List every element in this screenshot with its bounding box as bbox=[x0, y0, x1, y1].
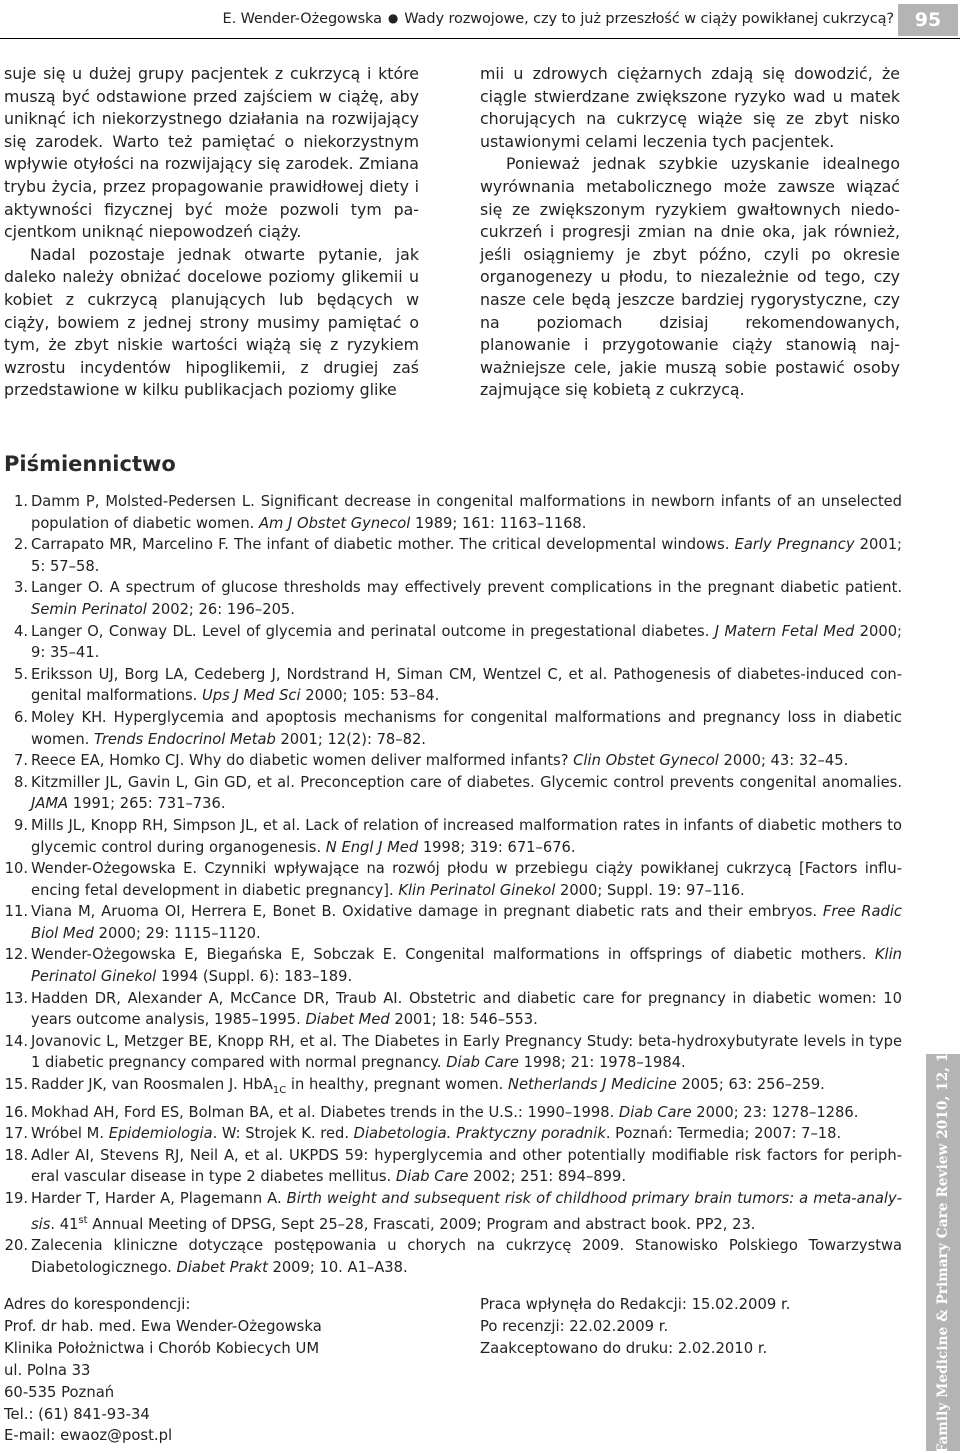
reference-text: 2005; 63: 256–259. bbox=[676, 1076, 825, 1094]
body-column-left bbox=[4, 63, 419, 402]
address-line: 60-535 Poznań bbox=[4, 1383, 115, 1401]
reference-item bbox=[4, 1031, 902, 1074]
reference-text: Radder JK, van Roosmalen J. HbA bbox=[31, 1076, 273, 1094]
reference-text: Reece EA, Homko CJ. Why do diabetic women deliver malformed infants? bbox=[31, 752, 574, 770]
reference-source: Klin Perinatol Ginekol bbox=[31, 946, 902, 986]
reference-text: Mokhad AH, Ford ES, Bolman BA, et al. Diabetes trends in the U.S.: 1990–1998. bbox=[31, 1103, 619, 1121]
reference-item bbox=[4, 901, 902, 944]
reference-text: 1994 (Suppl. 6): 183–189. bbox=[156, 968, 353, 986]
reference-source: Birth weight and subsequent risk of childhood primary brain tumors: a meta-analysis bbox=[31, 1189, 902, 1233]
reference-number: 13. bbox=[4, 989, 28, 1007]
reference-item bbox=[4, 1074, 902, 1102]
reference-text: 2000; 9: 35–41. bbox=[31, 622, 902, 662]
reference-number: 18. bbox=[4, 1146, 28, 1164]
reference-text: Langer O, Conway DL. Level of glycemia and perinatal outcome in pregestational diabetes. bbox=[31, 622, 715, 640]
reference-text: 2001; 12(2): 78–82. bbox=[275, 730, 426, 748]
reference-text: . 41 bbox=[50, 1215, 79, 1233]
reference-source: Ups J Med Sci bbox=[202, 687, 301, 705]
reference-text: in healthy, pregnant women. bbox=[286, 1076, 508, 1094]
reference-source: J Matern Fetal Med bbox=[714, 622, 855, 640]
page-number: 95 bbox=[898, 4, 958, 36]
reference-item bbox=[4, 1102, 902, 1124]
reference-text: 2002; 251: 894–899. bbox=[468, 1168, 626, 1186]
reference-text: Jovanovic L, Metzger BE, Knopp RH, et al. The Diabetes in Early Pregnancy Study: beta-hydroxybutyrate levels in type 1 diabetic pregnancy compared with normal pregnancy. bbox=[31, 1032, 902, 1072]
reference-source: Free Radic Biol Med bbox=[31, 903, 902, 942]
reference-item bbox=[4, 750, 902, 772]
reference-source: Diabet Prakt bbox=[176, 1258, 268, 1276]
body-paragraph: Ponieważ jednak szybkie uzyskanie idealnego wyrównania metabolicznego może zawsze wiązać się ze zwiększonym ryzykiem gwałtownych niedocukrzeń i progresji zmian na dnie oka, jak również, jeśli osiągniemy je zbyt późno, czyli po okresie organogenezy u płodu, to niezależnie od tego, czy nasze cele będą jeszcze bardziej rygorystyczne, czy na poziomach dzisiaj rekomendowanych, planowanie i przygotowanie ciąży stanowią najważniejsze cele, jakie muszą sobie postawić osoby zajmujące się kobietą z cukrzycą. bbox=[480, 154, 900, 400]
reference-number: 20. bbox=[4, 1237, 28, 1255]
reference-source: Am J Obstet Gynecol bbox=[259, 514, 411, 532]
reference-text: Wróbel M. bbox=[31, 1125, 109, 1143]
reference-item bbox=[4, 491, 902, 534]
reference-text: 2000; 105: 53–84. bbox=[300, 687, 440, 705]
reference-source: Clin Obstet Gynecol bbox=[573, 752, 719, 770]
reference-source: Trends Endocrinol Metab bbox=[94, 730, 276, 748]
bullet-icon: ● bbox=[387, 11, 399, 25]
reference-number: 9. bbox=[13, 816, 28, 834]
reference-item bbox=[4, 815, 902, 858]
reference-number: 14. bbox=[4, 1032, 28, 1050]
reference-number: 15. bbox=[4, 1076, 28, 1094]
reference-source: Diab Care bbox=[395, 1168, 469, 1186]
reference-item bbox=[4, 534, 902, 577]
body-paragraph: suje się u dużej grupy pacjentek z cukrzycą i które muszą być odstawione przed zajściem w ciążę, aby uniknąć ich niekorzystnego działania na rozwijający się zarodek. Warto też pamiętać o niekorzystnym wpływie otyłości na rozwijający się zarodek. Zmiana trybu życia, przez propagowanie prawidłowej diety i aktywności fizycznej być może pozwoli tym pacjentkom uniknąć niepowodzeń ciąży. bbox=[4, 64, 419, 242]
reference-number: 1. bbox=[13, 493, 28, 510]
reference-text: 2000; 23: 1278–1286. bbox=[691, 1103, 859, 1121]
address-line: Prof. dr hab. med. Ewa Wender-Ożegowska bbox=[4, 1317, 322, 1335]
address-line: E-mail: ewaoz@post.pl bbox=[4, 1427, 173, 1445]
reference-source: Diabetologia. Praktyczny poradnik bbox=[353, 1125, 606, 1143]
header-article-title: Wady rozwojowe, czy to już przeszłość w ciąży powikłanej cukrzycą? bbox=[404, 11, 894, 27]
reference-text: 2000; 43: 32–45. bbox=[718, 752, 849, 770]
reference-text: Hadden DR, Alexander A, McCance DR, Traub AI. Obstetric and diabetic care for pregnancy in diabetic women: 10 years outcome analysis, 1985–1995. bbox=[31, 989, 902, 1029]
reference-text: Mills JL, Knopp RH, Simpson JL, et al. Lack of relation of increased malformation rates in infants of diabetic mothers to glycemic control during organogenesis. bbox=[31, 816, 902, 856]
reference-item bbox=[4, 944, 902, 987]
reference-text: . W: Strojek K. red. bbox=[212, 1125, 354, 1143]
reference-number: 5. bbox=[13, 665, 28, 683]
date-line: Zaakceptowano do druku: 2.02.2010 r. bbox=[480, 1339, 768, 1357]
reference-text: Langer O. A spectrum of glucose thresholds may effectively prevent complications in the pregnant diabetic patient. bbox=[31, 579, 902, 597]
body-paragraph: Nadal pozostaje jednak otwarte pytanie, jak daleko należy obniżać docelowe poziomy glikemii u kobiet z cukrzycą planujących lub będących w ciąży, bowiem z jednej strony musimy pamiętać o tym, że zbyt niskie wartości wiążą się z ryzykiem wzrostu incydentów hipoglikemii, z drugiej zaś przedstawione w kilku publikacjach poziomy glike bbox=[4, 244, 419, 400]
reference-item bbox=[4, 988, 902, 1031]
reference-number: 3. bbox=[13, 579, 28, 597]
reference-text: 2001; 5: 57–58. bbox=[31, 536, 903, 575]
reference-text: Annual Meeting of DPSG, Sept 25–28, Frascati, 2009; Program and abstract book. PP2, 23. bbox=[87, 1215, 756, 1233]
reference-text: Moley KH. Hyperglycemia and apoptosis mechanisms for congenital malformations and pregnancy loss in diabetic women. bbox=[31, 708, 902, 748]
reference-item bbox=[4, 664, 902, 707]
reference-item bbox=[4, 772, 902, 815]
reference-number: 4. bbox=[13, 622, 28, 640]
header-author: E. Wender-Ożegowska bbox=[222, 11, 382, 27]
running-header bbox=[0, 4, 960, 39]
reference-text: Adler AI, Stevens RJ, Neil A, et al. UKPDS 59: hyperglycemia and other potentially modifiable risk factors for peripheral vascular disease in type 2 diabetes mellitus. bbox=[31, 1146, 902, 1186]
journal-side-band bbox=[926, 1054, 960, 1451]
reference-number: 19. bbox=[4, 1189, 28, 1207]
reference-text: 1991; 265: 731–736. bbox=[68, 795, 226, 813]
date-line: Po recenzji: 22.02.2009 r. bbox=[480, 1317, 669, 1335]
reference-text: Kitzmiller JL, Gavin L, Gin GD, et al. Preconception care of diabetes. Glycemic control prevents congenital anomalies. bbox=[31, 773, 902, 791]
reference-text: 1C bbox=[272, 1084, 287, 1096]
reference-number: 7. bbox=[13, 752, 28, 770]
reference-source: Klin Perinatol Ginekol bbox=[398, 881, 556, 899]
reference-number: 16. bbox=[4, 1103, 28, 1121]
reference-text: Zalecenia kliniczne dotyczące postępowania u chorych na cukrzycę 2009. Stanowisko Polskiego Towarzystwa Diabetologicznego. bbox=[31, 1237, 902, 1276]
reference-number: 17. bbox=[4, 1125, 28, 1143]
reference-source: Early Pregnancy bbox=[734, 536, 855, 554]
address-line: ul. Polna 33 bbox=[4, 1361, 91, 1379]
reference-text: Wender-Ożegowska E, Biegańska E, Sobczak E. Congenital malformations in offsprings of diabetic mothers. bbox=[31, 946, 875, 964]
reference-number: 10. bbox=[4, 860, 28, 878]
reference-text: Eriksson UJ, Borg LA, Cedeberg J, Nordstrand H, Siman CM, Wentzel C, et al. Pathogenesis of diabetes-induced congenital malformations. bbox=[31, 665, 902, 705]
reference-item bbox=[4, 1235, 902, 1278]
reference-item bbox=[4, 707, 902, 750]
reference-item bbox=[4, 1123, 902, 1145]
reference-text: 2000; 29: 1115–1120. bbox=[93, 924, 261, 942]
reference-number: 8. bbox=[13, 773, 28, 791]
reference-source: JAMA bbox=[31, 795, 69, 813]
reference-source: Diab Care bbox=[446, 1054, 519, 1072]
correspondence-address bbox=[4, 1294, 424, 1447]
reference-source: Diabet Med bbox=[305, 1011, 390, 1029]
reference-number: 2. bbox=[13, 536, 28, 554]
reference-text: Damm P, Molsted-Pedersen L. Significant decrease in congenital malformations in newborn infants of an unselected population of diabetic women. bbox=[31, 493, 902, 532]
reference-item bbox=[4, 858, 902, 901]
reference-text: 1998; 319: 671–676. bbox=[418, 838, 576, 856]
reference-text: . Poznań: Termedia; 2007: 7–18. bbox=[605, 1125, 842, 1143]
reference-text: Wender-Ożegowska E. Czynniki wpływające na rozwój płodu w przebiegu ciąży powikłanej cukrzycą [Factors influencing fetal development in diabetic pregnancy]. bbox=[31, 860, 902, 899]
reference-item bbox=[4, 621, 902, 664]
reference-text: Viana M, Aruoma OI, Herrera E, Bonet B. Oxidative damage in pregnant diabetic rats and their embryos. bbox=[31, 903, 823, 921]
reference-text: 1989; 161: 1163–1168. bbox=[410, 514, 587, 532]
address-line: Tel.: (61) 841-93-34 bbox=[4, 1405, 150, 1423]
running-header-text bbox=[223, 11, 894, 27]
references-list bbox=[4, 491, 902, 1278]
reference-item bbox=[4, 1145, 902, 1188]
reference-text: 2009; 10. A1–A38. bbox=[267, 1258, 408, 1276]
reference-text: 2000; Suppl. 19: 97–116. bbox=[555, 881, 745, 899]
body-paragraph: mii u zdrowych ciężarnych zdają się dowodzić, że ciągle stwierdzane zwiększone ryzyko wad u matek chorujących na cukrzycę wiąże się ze zbyt nisko ustawionymi celami leczenia tych pacjentek. bbox=[480, 64, 900, 151]
body-column-right bbox=[480, 63, 900, 402]
reference-text: 2002; 26: 196–205. bbox=[146, 600, 295, 618]
journal-side-label: Family Medicine & Primary Care Review 2010, 12, 1 bbox=[935, 1052, 951, 1453]
references-heading: Piśmiennictwo bbox=[4, 452, 176, 476]
reference-number: 12. bbox=[4, 946, 28, 964]
reference-number: 11. bbox=[4, 903, 28, 921]
reference-source: N Engl J Med bbox=[325, 838, 419, 856]
reference-source: Epidemiologia bbox=[108, 1125, 213, 1143]
reference-text: Harder T, Harder A, Plagemann A. bbox=[31, 1189, 287, 1207]
reference-source: Semin Perinatol bbox=[31, 600, 147, 618]
reference-text: Carrapato MR, Marcelino F. The infant of diabetic mother. The critical developmental windows. bbox=[31, 536, 735, 554]
reference-source: Netherlands J Medicine bbox=[507, 1076, 677, 1094]
address-line: Klinika Położnictwa i Chorób Kobiecych UM bbox=[4, 1339, 320, 1357]
submission-dates bbox=[480, 1294, 900, 1360]
reference-text: st bbox=[78, 1214, 88, 1226]
reference-source: Diab Care bbox=[618, 1103, 692, 1121]
date-line: Praca wpłynęła do Redakcji: 15.02.2009 r. bbox=[480, 1296, 791, 1313]
reference-item bbox=[4, 577, 902, 620]
reference-text: 2001; 18: 546–553. bbox=[389, 1011, 538, 1029]
address-line: Adres do korespondencji: bbox=[4, 1296, 191, 1313]
reference-number: 6. bbox=[13, 708, 28, 726]
reference-item bbox=[4, 1188, 902, 1235]
reference-text: 1998; 21: 1978–1984. bbox=[518, 1054, 686, 1072]
